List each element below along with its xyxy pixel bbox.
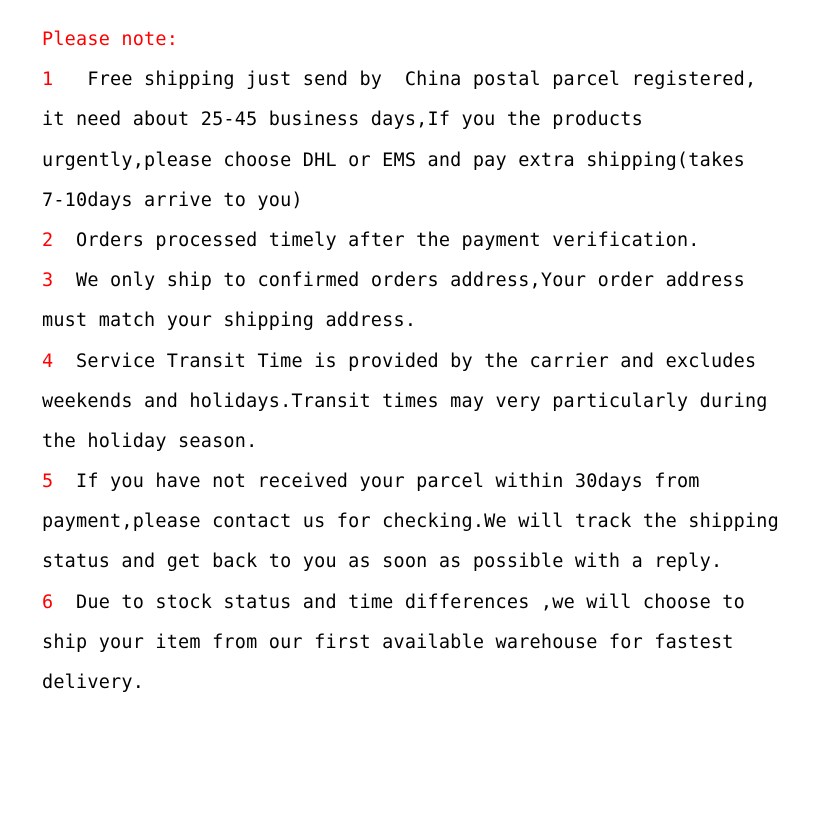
notice-line (42, 382, 812, 422)
notice-line (42, 261, 812, 301)
notice-line (42, 663, 812, 703)
notice-line (42, 141, 812, 181)
notice-line (42, 342, 812, 382)
notice-line (42, 60, 812, 100)
notice-text: weekends and holidays.Transit times may very particularly during (42, 390, 768, 412)
notice-text: urgently,please choose DHL or EMS and pay extra shipping(takes (42, 149, 745, 171)
notice-line (42, 542, 812, 582)
item-number: 5 (42, 471, 54, 493)
notice-line (42, 583, 812, 623)
notice-line (42, 100, 812, 140)
notice-text: Orders processed timely after the payment verification. (76, 229, 700, 251)
notice-text: it need about 25-45 business days,If you the products (42, 109, 643, 131)
notice-text: status and get back to you as soon as possible with a reply. (42, 551, 723, 573)
item-number: 1 (42, 69, 54, 91)
notice-line (42, 181, 812, 221)
notice-line (42, 462, 812, 502)
item-number: 6 (42, 591, 54, 613)
notice-line (42, 221, 812, 261)
item-number: 4 (42, 350, 54, 372)
notice-line (42, 301, 812, 341)
notice-text: Service Transit Time is provided by the carrier and excludes (76, 350, 757, 372)
notice-text: If you have not received your parcel within 30days from (76, 471, 700, 493)
notice-text: 7-10days arrive to you) (42, 189, 303, 211)
item-number: 3 (42, 270, 54, 292)
notice-text: the holiday season. (42, 430, 258, 452)
item-number: 2 (42, 229, 54, 251)
notice-line (42, 623, 812, 663)
notice-text: must match your shipping address. (42, 310, 417, 332)
notice-text: Due to stock status and time differences ,we will choose to (76, 591, 745, 613)
notice-line (42, 502, 812, 542)
notice-text: ship your item from our first available warehouse for fastest (42, 631, 734, 653)
notice-text: delivery. (42, 672, 145, 693)
notice-line (42, 422, 812, 462)
notice-text: We only ship to confirmed orders address,Your order address (76, 270, 745, 292)
notice-text: payment,please contact us for checking.We will track the shipping (42, 511, 779, 533)
shipping-notice (42, 20, 812, 703)
notice-heading: Please note: (42, 29, 179, 50)
notice-text: Free shipping just send by China postal parcel registered, (87, 69, 757, 91)
